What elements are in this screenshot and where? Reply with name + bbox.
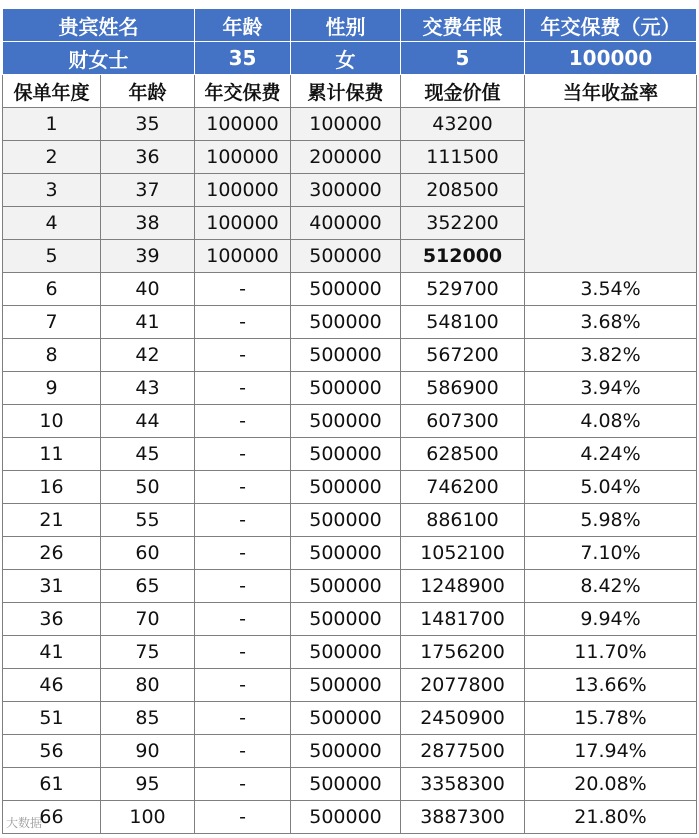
table-cell-rate: 8.42%	[525, 570, 697, 603]
table-cell-cash: 352200	[401, 207, 525, 240]
table-cell-age: 35	[101, 108, 195, 141]
table-cell-age: 50	[101, 471, 195, 504]
table-row	[3, 669, 697, 702]
table-row	[3, 801, 697, 834]
table-cell-rate: 7.10%	[525, 537, 697, 570]
table-cell-rate: 9.94%	[525, 603, 697, 636]
table-cell-year: 61	[3, 768, 101, 801]
table-cell-age: 44	[101, 405, 195, 438]
table-row	[3, 405, 697, 438]
info-value-name: 财女士	[3, 42, 195, 75]
table-cell-premium: -	[195, 537, 291, 570]
table-cell-total: 500000	[291, 603, 401, 636]
table-cell-cash: 628500	[401, 438, 525, 471]
table-cell-cash: 3358300	[401, 768, 525, 801]
table-row	[3, 339, 697, 372]
table-cell-cash: 1052100	[401, 537, 525, 570]
table-cell-cash: 886100	[401, 504, 525, 537]
table-cell-cash: 567200	[401, 339, 525, 372]
table-cell-premium: -	[195, 504, 291, 537]
table-cell-total: 500000	[291, 537, 401, 570]
table-row	[3, 702, 697, 735]
table-cell-cash: 607300	[401, 405, 525, 438]
table-cell-rate: 15.78%	[525, 702, 697, 735]
table-cell-year: 5	[3, 240, 101, 273]
column-header-policy-year: 保单年度	[3, 75, 101, 108]
table-cell-premium: -	[195, 438, 291, 471]
table-cell-year: 66	[3, 801, 101, 834]
table-cell-age: 45	[101, 438, 195, 471]
table-cell-total: 500000	[291, 570, 401, 603]
table-cell-cash: 111500	[401, 141, 525, 174]
table-cell-premium: -	[195, 801, 291, 834]
info-value-age: 35	[195, 42, 291, 75]
table-cell-age: 36	[101, 141, 195, 174]
table-cell-year: 41	[3, 636, 101, 669]
table-cell-age: 75	[101, 636, 195, 669]
table-cell-rate-empty	[525, 108, 697, 273]
table-cell-year: 6	[3, 273, 101, 306]
table-cell-year: 36	[3, 603, 101, 636]
table-cell-premium: 100000	[195, 141, 291, 174]
column-header-age: 年龄	[101, 75, 195, 108]
table-cell-rate: 5.98%	[525, 504, 697, 537]
table-cell-total: 500000	[291, 306, 401, 339]
table-cell-cash: 2077800	[401, 669, 525, 702]
info-header-name: 贵宾姓名	[3, 9, 195, 42]
table-cell-year: 4	[3, 207, 101, 240]
table-cell-total: 500000	[291, 471, 401, 504]
table-row	[3, 306, 697, 339]
table-cell-cash: 1481700	[401, 603, 525, 636]
table-cell-age: 95	[101, 768, 195, 801]
table-cell-total: 500000	[291, 405, 401, 438]
column-header-annual-premium: 年交保费	[195, 75, 291, 108]
table-cell-rate: 3.94%	[525, 372, 697, 405]
table-cell-total: 500000	[291, 669, 401, 702]
table-row	[3, 768, 697, 801]
table-cell-premium: 100000	[195, 174, 291, 207]
table-cell-total: 500000	[291, 273, 401, 306]
table-cell-year: 11	[3, 438, 101, 471]
table-cell-year: 3	[3, 174, 101, 207]
table-row	[3, 108, 697, 141]
table-cell-total: 400000	[291, 207, 401, 240]
table-cell-age: 60	[101, 537, 195, 570]
table-cell-total: 500000	[291, 801, 401, 834]
column-header-row	[3, 75, 697, 108]
table-cell-rate: 13.66%	[525, 669, 697, 702]
info-value-pay-years: 5	[401, 42, 525, 75]
table-cell-year: 10	[3, 405, 101, 438]
table-cell-age: 39	[101, 240, 195, 273]
table-cell-total: 500000	[291, 702, 401, 735]
table-cell-year: 31	[3, 570, 101, 603]
table-cell-cash: 512000	[401, 240, 525, 273]
table-cell-premium: -	[195, 405, 291, 438]
table-row	[3, 570, 697, 603]
table-cell-age: 55	[101, 504, 195, 537]
table-cell-year: 21	[3, 504, 101, 537]
info-value-gender: 女	[291, 42, 401, 75]
table-cell-premium: -	[195, 273, 291, 306]
column-header-cash-value: 现金价值	[401, 75, 525, 108]
info-header-gender: 性别	[291, 9, 401, 42]
table-cell-premium: 100000	[195, 207, 291, 240]
table-cell-premium: -	[195, 339, 291, 372]
table-cell-cash: 3887300	[401, 801, 525, 834]
table-cell-total: 500000	[291, 372, 401, 405]
table-cell-premium: -	[195, 636, 291, 669]
table-cell-year: 51	[3, 702, 101, 735]
table-row	[3, 537, 697, 570]
info-header-age: 年龄	[195, 9, 291, 42]
info-value-annual-premium: 100000	[525, 42, 697, 75]
table-cell-age: 38	[101, 207, 195, 240]
table-cell-premium: -	[195, 768, 291, 801]
table-cell-age: 40	[101, 273, 195, 306]
table-cell-year: 8	[3, 339, 101, 372]
table-cell-premium: -	[195, 372, 291, 405]
info-header-row	[3, 9, 697, 42]
table-cell-age: 42	[101, 339, 195, 372]
table-cell-year: 9	[3, 372, 101, 405]
table-cell-age: 80	[101, 669, 195, 702]
table-cell-total: 500000	[291, 735, 401, 768]
table-row	[3, 603, 697, 636]
info-header-pay-years: 交费年限	[401, 9, 525, 42]
table-row	[3, 471, 697, 504]
table-cell-rate: 3.82%	[525, 339, 697, 372]
table-cell-premium: -	[195, 603, 291, 636]
table-cell-premium: -	[195, 306, 291, 339]
table-cell-cash: 2450900	[401, 702, 525, 735]
table-row	[3, 504, 697, 537]
table-cell-total: 500000	[291, 240, 401, 273]
table-cell-year: 1	[3, 108, 101, 141]
watermark: 大数据	[6, 816, 43, 830]
table-cell-cash: 529700	[401, 273, 525, 306]
table-cell-cash: 746200	[401, 471, 525, 504]
table-cell-cash: 2877500	[401, 735, 525, 768]
table-cell-cash: 208500	[401, 174, 525, 207]
table-cell-age: 43	[101, 372, 195, 405]
table-cell-premium: 100000	[195, 240, 291, 273]
table-cell-age: 65	[101, 570, 195, 603]
table-cell-total: 200000	[291, 141, 401, 174]
table-cell-year: 7	[3, 306, 101, 339]
table-cell-premium: -	[195, 669, 291, 702]
table-cell-total: 300000	[291, 174, 401, 207]
table-cell-premium: -	[195, 471, 291, 504]
table-cell-year: 46	[3, 669, 101, 702]
column-header-cumulative-premium: 累计保费	[291, 75, 401, 108]
table-cell-premium: 100000	[195, 108, 291, 141]
table-cell-rate: 4.24%	[525, 438, 697, 471]
table-row	[3, 372, 697, 405]
table-cell-age: 41	[101, 306, 195, 339]
table-row	[3, 273, 697, 306]
table-cell-age: 100	[101, 801, 195, 834]
table-cell-year: 2	[3, 141, 101, 174]
table-cell-age: 37	[101, 174, 195, 207]
table-cell-total: 500000	[291, 636, 401, 669]
table-cell-rate: 20.08%	[525, 768, 697, 801]
table-cell-cash: 43200	[401, 108, 525, 141]
table-cell-cash: 1756200	[401, 636, 525, 669]
info-value-row	[3, 42, 697, 75]
table-cell-cash: 548100	[401, 306, 525, 339]
table-cell-total: 500000	[291, 768, 401, 801]
table-cell-total: 500000	[291, 504, 401, 537]
table-cell-cash: 586900	[401, 372, 525, 405]
table-cell-rate: 4.08%	[525, 405, 697, 438]
table-cell-total: 100000	[291, 108, 401, 141]
policy-benefit-table	[2, 8, 697, 834]
table-cell-rate: 3.68%	[525, 306, 697, 339]
table-row	[3, 636, 697, 669]
table-cell-year: 26	[3, 537, 101, 570]
table-cell-total: 500000	[291, 438, 401, 471]
table-cell-year: 56	[3, 735, 101, 768]
table-cell-premium: -	[195, 735, 291, 768]
table-cell-year: 16	[3, 471, 101, 504]
table-cell-rate: 11.70%	[525, 636, 697, 669]
table-cell-premium: -	[195, 702, 291, 735]
table-cell-age: 85	[101, 702, 195, 735]
table-cell-rate: 5.04%	[525, 471, 697, 504]
table-cell-age: 70	[101, 603, 195, 636]
table-row	[3, 735, 697, 768]
table-row	[3, 438, 697, 471]
table-cell-rate: 21.80%	[525, 801, 697, 834]
table-cell-age: 90	[101, 735, 195, 768]
table-cell-premium: -	[195, 570, 291, 603]
table-cell-cash: 1248900	[401, 570, 525, 603]
info-header-annual-premium: 年交保费（元）	[525, 9, 697, 42]
table-cell-rate: 3.54%	[525, 273, 697, 306]
column-header-annual-yield: 当年收益率	[525, 75, 697, 108]
table-cell-total: 500000	[291, 339, 401, 372]
table-cell-rate: 17.94%	[525, 735, 697, 768]
